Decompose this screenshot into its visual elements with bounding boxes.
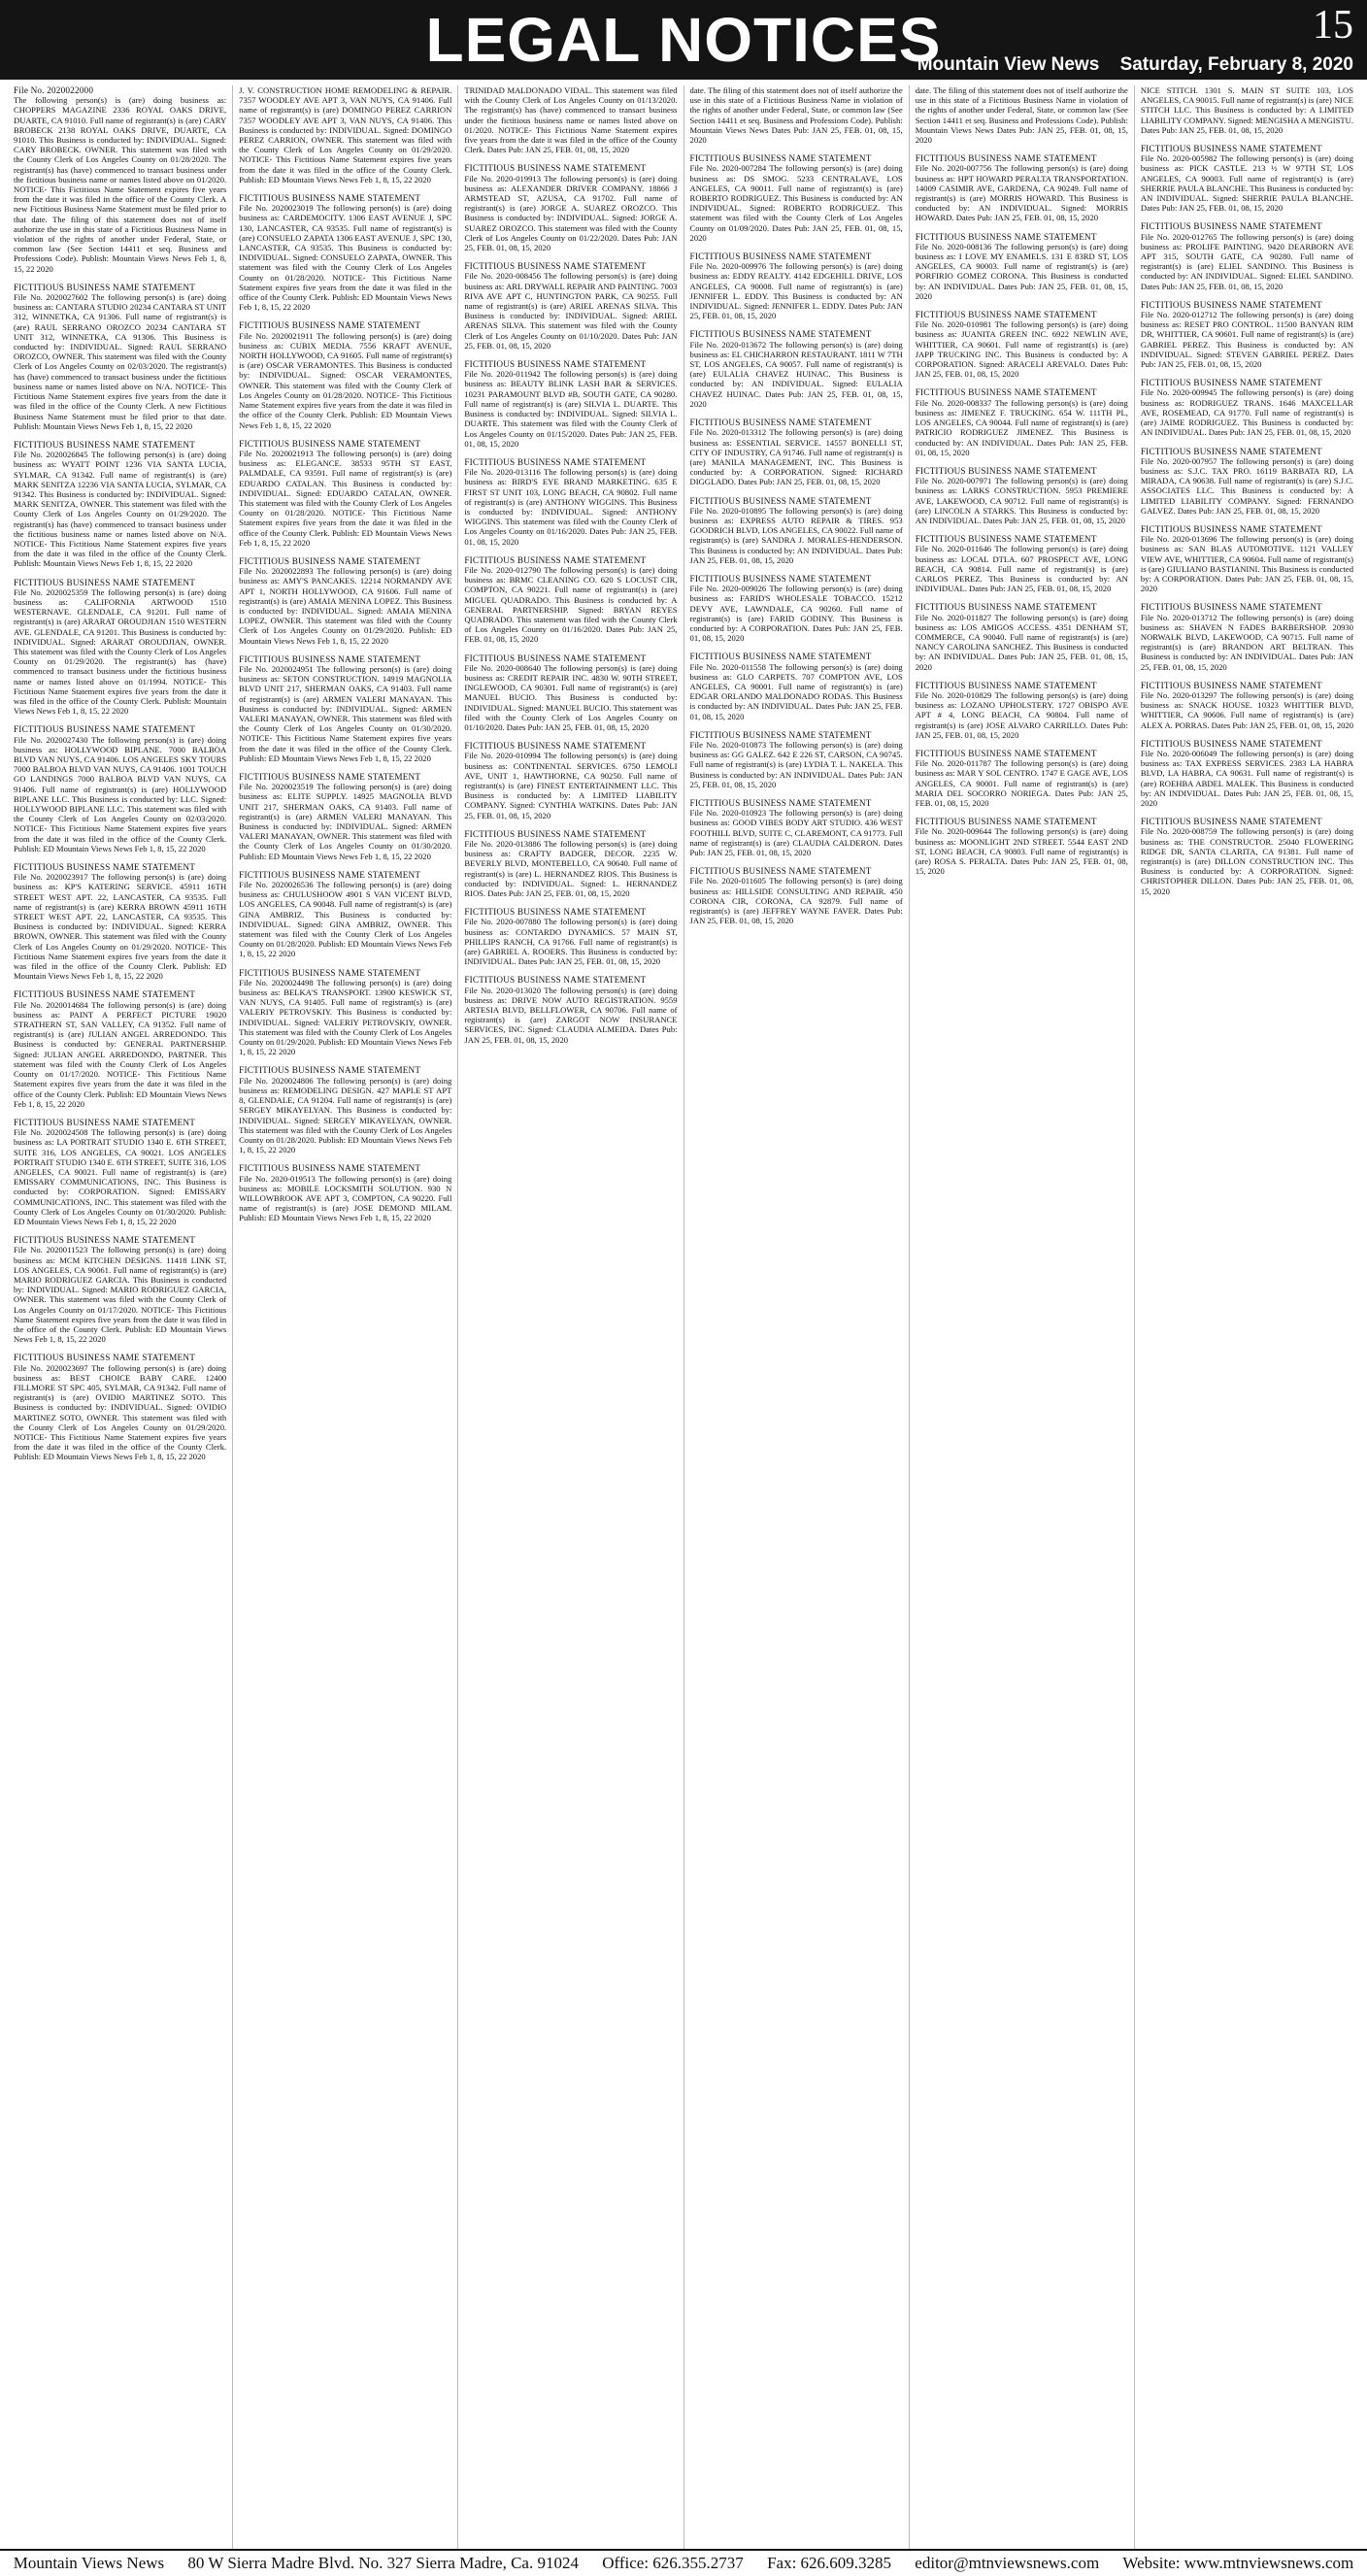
legal-notice xyxy=(14,724,226,853)
legal-notice xyxy=(239,772,451,861)
notice-column xyxy=(684,85,910,2550)
notice-body: File No. 2020-011942 The following person(s) is (are) doing business as: BEAUTY BLINK LASH BAR & SERVICES. 10231 PARAMOUNT BLVD #B, SOUTH GATE, CA 90280. Full name of registrant(s) is (are) SILVIA L. DUARTE. This Business is conducted by: INDIVIDUAL. Signed: SILVIA L. DUARTE. This statement was filed with the County Clerk of Los Angeles County on 01/15/2020. Dates Pub: JAN 25, FEB. 01, 08, 15, 2020 xyxy=(464,369,678,449)
notice-body: File No. 2020-008136 The following person(s) is (are) doing business as: I LOVE MY ENAMELS. 131 E 83RD ST, LOS ANGELES, CA 90003. Full name of registrant(s) is (are) PORFIRIO GOMEZ CORONA. This Business is conducted by: AN INDIVIDUAL. Dates Pub: JAN 25, FEB. 01, 08, 15, 2020 xyxy=(915,241,1128,301)
notice-heading: FICTITIOUS BUSINESS NAME STATEMENT xyxy=(689,573,872,584)
legal-notice xyxy=(916,153,1128,222)
legal-notice xyxy=(14,1118,226,1226)
notice-heading: FICTITIOUS BUSINESS NAME STATEMENT xyxy=(689,153,872,164)
notice-column xyxy=(910,85,1135,2550)
publication-name: Mountain View News xyxy=(917,54,1100,75)
legal-notice xyxy=(464,555,677,645)
legal-notice xyxy=(14,440,226,569)
notice-body: File No. 2020-019513 The following person(s) is (are) doing business as: MOBILE LOCKSMITH SOLUTION. 930 N WILLOWBROOK AVE APT 3, COMPTON, CA 90220. Full name of registrant(s) is (are) JOSE DEMOND MILAM. Publish: ED Mountain Views News Feb 1, 8, 15, 22 2020 xyxy=(239,1173,452,1223)
page-footer xyxy=(0,2549,1367,2576)
legal-notice xyxy=(239,968,451,1057)
notice-body: date. The filing of this statement does not of itself authorize the use in this state of a Fictitious Business Name in violation of the rights of another under Federal, State, or common law (See Section 14411 et seq. Business and Professions Code). Publish: Mountain Views News Dates Pub: JAN 25, FEB. 01, 08, 15, 2020 xyxy=(689,85,903,146)
notice-heading: FICTITIOUS BUSINESS NAME STATEMENT xyxy=(1140,817,1322,827)
legal-notice xyxy=(690,496,903,565)
issue-date: Saturday, February 8, 2020 xyxy=(1119,54,1353,75)
notice-body: File No. 2020-007284 The following person(s) is (are) doing business as: DS SMOG. 5233 CENTRALAVE, LOS ANGELES, CA 90011. Full name of registrant(s) is (are) ROBERTO RODRIGUEZ. This Business is conducted by: AN INDIVIDUAL. Signed: ROBERTO RODRIGUEZ. This statement was filed with the County Clerk of Los Angeles County on 01/09/2020. Dates Pub: JAN 25, FEB. 01, 08, 15, 2020 xyxy=(689,163,903,243)
legal-notice xyxy=(464,829,677,898)
footer-office: Office: 626.355.2737 xyxy=(602,2554,744,2572)
notice-heading: FICTITIOUS BUSINESS NAME STATEMENT xyxy=(689,866,872,877)
notice-heading: FICTITIOUS BUSINESS NAME STATEMENT xyxy=(464,554,647,565)
notice-body: File No. 2020021911 The following person(s) is (are) doing business as: CUBIX MEDIA. 7556 KRAFT AVENUE, NORTH HOLLYWOOD, CA 91605. Full name of registrant(s) is (are) OSCAR VERAMONTES. This Business is conducted by: INDIVIDUAL. Signed: OSCAR VERAMONTES, OWNER. This statement was filed with the County Clerk of Los Angeles County on 01/28/2020. NOTICE- This Fictitious Name Statement expires five years from the date it was filed in the office of the County Clerk. Publish: ED Mountain Views News Feb 1, 8, 15, 22 2020 xyxy=(239,330,452,430)
notice-heading: FICTITIOUS BUSINESS NAME STATEMENT xyxy=(239,1065,421,1076)
notice-heading: FICTITIOUS BUSINESS NAME STATEMENT xyxy=(915,387,1097,398)
notice-body: File No. 2020023519 The following person(s) is (are) doing business as: ELITE SUPPLY. 14925 MAGNOLIA BLVD UNIT 217, SHERMAN OAKS, CA 91403. Full name of registrant(s) is (are) ARMEN VALERI MANAYAN. This Business is conducted by: INDIVIDUAL. Signed: ARMEN VALERI MANAYAN, OWNER. This statement was filed with the County Clerk of Los Angeles County on 01/30/2020. Publish: ED Mountain Views News Feb 1, 8, 15, 22 2020 xyxy=(239,782,452,861)
notice-body: The following person(s) is (are) doing business as: CHOPPERS MAGAZINE 2336 ROYAL OAKS DRIVE, DUARTE, CA 91010. Full name of registrant(s) is (are) CARY BROBECK 2138 ROYAL OAKS DRIVE, DUARTE, CA 91010. This Business is conducted by: INDIVIDUAL. Signed: CARY BROBECK. OWNER. This statement was filed with the County Clerk of Los Angeles County on 01/28/2020. The registrant(s) has (have) commenced to transact business under the fictitious business name or names listed above on 01/2020. NOTICE- This Fictitious Name Statement expires five years from the date it was filed in the office of the County Clerk. A new Fictitious Business Name Statement must be filed prior to that date. The filing of this statement does not of itself authorize the use in this state of a Fictitious Business Name in violation of the rights of another under Federal, State, or common law (See Section 14411 et seq. Business and Professions Code). Publish: Mountain Views News Feb 1, 8, 15, 22 2020 xyxy=(14,95,227,274)
notice-body: File No. 2020-013712 The following person(s) is (are) doing business as: SHAVEN N FADES BARBERSHOP. 20930 NORWALK BLVD, LAKEWOOD, CA 90715. Full name of registrant(s) is (are) BRANDON ART BELTRAN. This Business is conducted by: AN INDIVIDUAL. Dates Pub: JAN 25, FEB. 01, 08, 15, 2020 xyxy=(1140,612,1354,672)
notice-heading: FICTITIOUS BUSINESS NAME STATEMENT xyxy=(1140,680,1322,690)
notice-heading: FICTITIOUS BUSINESS NAME STATEMENT xyxy=(915,817,1097,827)
legal-notice xyxy=(916,681,1128,740)
notice-heading: FICTITIOUS BUSINESS NAME STATEMENT xyxy=(915,602,1097,613)
legal-notice xyxy=(690,418,903,486)
notice-body: File No. 2020022893 The following person(s) is (are) doing business as: AMY'S PANCAKES. 12214 NORMANDY AVE APT 1, NORTH HOLLYWOOD, CA 91606. Full name of registrant(s) is (are) AMAIA MENINA LOPEZ. This Business is conducted by: INDIVIDUAL. Signed: AMAIA MENINA LOPEZ, OWNER. This statement was filed with the County Clerk of Los Angeles County on 01/29/2020. Publish: ED Mountain Views News Feb 1, 8, 15, 22 2020 xyxy=(239,566,452,646)
notice-body: File No. 2020026536 The following person(s) is (are) doing business as: CHULUSHOOW 4901 S VAN VICENT BLVD, LOS ANGELES, CA 90048. Full name of registrant(s) is (are) GINA AMBRIZ. This Business is conducted by: INDIVIDUAL. Signed: GINA AMBRIZ, OWNER. This statement was filed with the County Clerk of Los Angeles County on 01/28/2020. Publish: ED Mountain Views News Feb 1, 8, 15, 22 2020 xyxy=(239,880,452,959)
notice-heading: FICTITIOUS BUSINESS NAME STATEMENT xyxy=(915,748,1097,758)
legal-notice xyxy=(464,163,677,252)
legal-notice xyxy=(1141,221,1353,290)
notice-heading: FICTITIOUS BUSINESS NAME STATEMENT xyxy=(239,555,421,566)
legal-notice xyxy=(690,251,903,320)
notice-heading: FICTITIOUS BUSINESS NAME STATEMENT xyxy=(14,1235,196,1246)
notice-body: File No. 2020027602 The following person(s) is (are) doing business as: CANTARA STUDIO 20234 CANTARA ST UNIT 312, WINNETKA, CA 91306. Full name of registrant(s) is (are) RAUL SERRANO OROZCO 20234 CANTARA ST UNIT 312, WINNETKA, CA 91306. This Business is conducted by: INDIVIDUAL. Signed: RAUL SERRANO OROZCO, OWNER. This statement was filed with the County Clerk of Los Angeles County on 02/03/2020. The registrant(s) has (have) commenced to transact business under the fictitious business name or names listed above on N/A. NOTICE- This Fictitious Name Statement expires five years from the date it was filed in the office of the County Clerk. A new Fictitious Business Name Statement must be filed prior to that date. Publish: Mountain Views News Feb 1, 8, 15, 22 2020 xyxy=(14,292,227,431)
notice-body: File No. 2020-011646 The following person(s) is (are) doing business as: LOCAL DTLA. 607 PROSPECT AVE, LONG BEACH, CA 90814. Full name of registrant(s) is (are) CARLOS PEREZ. This Business is conducted by: AN INDIVIDUAL. Dates Pub: JAN 25, FEB. 01, 08, 15, 2020 xyxy=(915,544,1128,594)
notice-body: J. V. CONSTRUCTION HOME REMODELING & REPAIR. 7357 WOODLEY AVE APT 3, VAN NUYS, CA 91406. Full name of registrant(s) is (are) DOMINGO PEREZ CARRION 7357 WOODLEY AVE APT 3, VAN NUYS, CA 91406. This Business is conducted by: INDIVIDUAL. Signed: DOMINGO PEREZ CARRION, OWNER. This statement was filed with the County Clerk of Los Angeles County on 01/29/2020. NOTICE- This Fictitious Name Statement expires five years from the date it was filed in the office of the County Clerk. Publish: ED Mountain Views News Feb 1, 8, 15, 22 2020 xyxy=(239,85,452,184)
notice-column xyxy=(1135,85,1359,2550)
notice-heading: FICTITIOUS BUSINESS NAME STATEMENT xyxy=(915,534,1097,545)
notice-heading: FICTITIOUS BUSINESS NAME STATEMENT xyxy=(239,653,421,664)
notice-heading: FICTITIOUS BUSINESS NAME STATEMENT xyxy=(689,418,872,428)
section-title: LEGAL NOTICES xyxy=(425,5,942,75)
legal-notice xyxy=(14,1353,226,1461)
notice-heading: FICTITIOUS BUSINESS NAME STATEMENT xyxy=(915,310,1097,320)
legal-notice xyxy=(916,310,1128,379)
notice-heading: FICTITIOUS BUSINESS NAME STATEMENT xyxy=(689,329,872,340)
notice-heading: FICTITIOUS BUSINESS NAME STATEMENT xyxy=(14,577,196,587)
notice-body: date. The filing of this statement does not of itself authorize the use in this state of a Fictitious Business Name in violation of the rights of another under Federal, State, or common law (See Section 14411 et seq. Business and Professions Code). Publish: Mountain Views News Dates Pub: JAN 25, FEB. 01, 08, 15, 2020 xyxy=(915,85,1128,146)
legal-notice xyxy=(916,387,1128,456)
notice-body: File No. 2020-009644 The following person(s) is (are) doing business as: MOONLIGHT 2ND STREET. 5544 EAST 2ND ST, LONG BEACH, CA 90803. Full name of registrant(s) is (are) ROSA S. PERALTA. Dates Pub: JAN 25, FEB. 01, 08, 15, 2020 xyxy=(915,826,1128,877)
notice-body: File No. 2020-010981 The following person(s) is (are) doing business as: JUANITA GREEN INC. 6922 NEWLIN AVE, WHITTIER, CA 90601. Full name of registrant(s) is (are) JAPP TRUCKING INC. This Business is conducted by: A CORPORATION. Signed: ARACELI AREVALO. Dates Pub: JAN 25, FEB. 01, 08, 15, 2020 xyxy=(915,319,1128,380)
notice-body: File No. 2020-009945 The following person(s) is (are) doing business as: RODRIGUEZ TRANS. 1646 MAXCELLAR AVE, ROSEMEAD, CA 91770. Full name of registrant(s) is (are) JAIME RODRIGUEZ. This Business is conducted by: AN INDIVIDUAL. Dates Pub: JAN 25, FEB. 01, 08, 15, 2020 xyxy=(1140,387,1354,438)
legal-notice xyxy=(690,652,903,720)
legal-notice xyxy=(239,1065,451,1154)
notice-body: File No. 2020-011827 The following person(s) is (are) doing business as: LOS AMIGOS ACCESS. 4351 DENHAM ST, COMMERCE, CA 90040. Full name of registrant(s) is (are) NANCY CAROLINA SANCHEZ. This Business is conducted by: AN INDIVIDUAL. Dates Pub: JAN 25, FEB. 01, 08, 15, 2020 xyxy=(915,612,1128,672)
notice-body: TRINIDAD MALDONADO VIDAL. This statement was filed with the County Clerk of Los Angeles County on 01/13/2020. The registrant(s) has (have) commenced to transact business under the fictitious business name or names listed above on 01/2020. NOTICE- This Fictitious Name Statement expires five years from the date it was filed in the office of the County Clerk. Dates Pub: JAN 25, FEB. 01, 08, 15, 2020 xyxy=(464,85,678,155)
notice-body: File No. 2020-019913 The following person(s) is (are) doing business as: ALEXANDER DRIVER COMPANY. 18866 J ARMSTEAD ST, AZUSA, CA 91702. Full name of registrant(s) is (are) JORGE A. SUAREZ OROZCO. This Business is conducted by: INDIVIDUAL. Signed: JORGE A. SUAREZ OROZCO. This statement was filed with the County Clerk of Los Angeles County on 01/22/2020. Dates Pub: JAN 25, FEB. 01, 08, 15, 2020 xyxy=(464,173,678,253)
notice-heading: FICTITIOUS BUSINESS NAME STATEMENT xyxy=(14,282,196,292)
notice-body: File No. 2020-013020 The following person(s) is (are) doing business as: DRIVE NOW AUTO REGISTRATION. 9559 ARTESIA BLVD, BELLFLOWER, CA 90706. Full name of registrant(s) is (are) ZARGOT NOW INSURANCE SERVICES, INC. Signed: CLAUDIA ALMEIDA. Dates Pub: JAN 25, FEB. 01, 08, 15, 2020 xyxy=(464,985,678,1045)
legal-notice xyxy=(14,1235,226,1344)
legal-notice xyxy=(1141,85,1353,135)
notice-heading: FICTITIOUS BUSINESS NAME STATEMENT xyxy=(1140,299,1322,310)
legal-notice xyxy=(239,85,451,184)
notice-heading: FICTITIOUS BUSINESS NAME STATEMENT xyxy=(14,989,196,1000)
notice-heading: FICTITIOUS BUSINESS NAME STATEMENT xyxy=(239,772,421,782)
notice-body: File No. 2020-010873 The following person(s) is (are) doing business as: GG GALEZ. 642 E 226 ST, CARSON, CA 90745. Full name of registrant(s) is (are) LYDIA T. L. NAKELA. This Business is conducted by: AN INDIVIDUAL. Dates Pub: JAN 25, FEB. 01, 08, 15, 2020 xyxy=(689,739,903,789)
notice-body: File No. 2020011523 The following person(s) is (are) doing business as: MCM KITCHEN DESIGNS. 11418 LINK ST, LOS ANGELES, CA 90061. Full name of registrant(s) is (are) MARIO RODRIGUEZ GARCIA. This Business is conducted by: INDIVIDUAL. Signed: MARIO RODRIGUEZ GARCIA, OWNER. This statement was filed with the County Clerk of Los Angeles County on 01/17/2020. NOTICE- This Fictitious Name Statement expires five years from the date it was filed in the office of the County Clerk. Publish: ED Mountain Views News Feb 1, 8, 15, 22 2020 xyxy=(14,1245,227,1345)
notice-heading: FICTITIOUS BUSINESS NAME STATEMENT xyxy=(239,1163,421,1174)
notice-body: File No. 2020-007971 The following person(s) is (are) doing business as: LARKS CONSTRUCTION. 5953 PREMIERE AVE, LAKEWOOD, CA 90712. Full name of registrant(s) is (are) LINCOLN A STARKS. This Business is conducted by: AN INDIVIDUAL. Dates Pub: JAN 25, FEB. 01, 08, 15, 2020 xyxy=(915,476,1128,525)
notice-heading: FICTITIOUS BUSINESS NAME STATEMENT xyxy=(239,967,421,978)
notice-heading: FICTITIOUS BUSINESS NAME STATEMENT xyxy=(464,907,647,918)
notice-body: File No. 2020023917 The following person(s) is (are) doing business as: KP'S KATERING SERVICE. 45911 16TH STREET WEST APT. 22, LANCASTER, CA 93535. Full name of registrant(s) is (are) KERRA BROWN 45911 16TH STREET WEST APT. 22, LANCASTER, CA 93535. This Business is conducted by: INDIVIDUAL. Signed: KERRA BROWN, OWNER. This statement was filed with the County Clerk of Los Angeles County on 01/29/2020. NOTICE- This Fictitious Name Statement expires five years from the date it was filed in the office of the County Clerk. Publish: ED Mountain Views News Feb 1, 8, 15, 22 2020 xyxy=(14,872,227,982)
legal-notice xyxy=(916,85,1128,145)
notice-column xyxy=(8,85,233,2550)
notice-body: File No. 2020014684 The following person(s) is (are) doing business as: PAINT A PERFECT PICTURE 19020 STRATHERN ST, SAN VALLEY, CA 91352. Full name of registrant(s) is (are) JULIAN ANGEL ARREDONDO. This Business is conducted by: GENERAL PARTNERSHIP. Signed: JULIAN ANGEL ARREDONDO, PARTNER. This statement was filed with the County Clerk of Los Angeles County on 01/17/2020. NOTICE- This Fictitious Name Statement expires five years from the date it was filed in the office of the County Clerk. Publish: ED Mountain Views News Feb 1, 8, 15, 22 2020 xyxy=(14,999,227,1109)
notice-heading: FICTITIOUS BUSINESS NAME STATEMENT xyxy=(1140,446,1322,456)
notice-heading: FICTITIOUS BUSINESS NAME STATEMENT xyxy=(239,438,421,449)
legal-notice xyxy=(14,283,226,431)
footer-address: 80 W Sierra Madre Blvd. No. 327 Sierra Madre, Ca. 91024 xyxy=(187,2554,579,2572)
legal-notice xyxy=(239,320,451,429)
legal-notice xyxy=(1141,447,1353,516)
notice-heading: FICTITIOUS BUSINESS NAME STATEMENT xyxy=(915,465,1097,476)
legal-notice xyxy=(464,457,677,547)
notice-body: File No. 2020-009026 The following person(s) is (are) doing business as: FARID'S WHOLESALE TOBACCO. 15212 DEVY AVE, LAWNDALE, CA 90260. Full name of registrant(s) is (are) FARID GODINY. This Business is conducted by: A CORPORATION. Dates Pub: JAN 25, FEB. 01, 08, 15, 2020 xyxy=(689,584,903,644)
notice-body: File No. 2020-011605 The following person(s) is (are) doing business as: HILLSIDE CONSULTING AND REPAIR. 450 CORONA CIR, CORONA, CA 92879. Full name of registrant(s) is (are) JEFFREY WAYNE FAVER. Dates Pub: JAN 25, FEB. 01, 08, 15, 2020 xyxy=(689,876,903,926)
notice-heading: FICTITIOUS BUSINESS NAME STATEMENT xyxy=(1140,738,1322,749)
legal-notice xyxy=(690,730,903,789)
notice-body: File No. 2020-008337 The following person(s) is (are) doing business as: JIMENEZ F. TRUCKING. 654 W. 111TH PL, LOS ANGELES, CA 90044. Full name of registrant(s) is (are) PATRICIO RODRIGUEZ JIMENEZ. This Business is conducted by: AN INDIVIDUAL. Dates Pub: JAN 25, FEB. 01, 08, 15, 2020 xyxy=(915,397,1128,457)
notice-body: File No. 2020-008456 The following person(s) is (are) doing business as: ARL DRYWALL REPAIR AND PAINTING. 7003 RIVA AVE APT C, HUNTINGTON PARK, CA 90255. Full name of registrant(s) is (are) ARIEL ARENAS SILVA. This Business is conducted by: INDIVIDUAL. Signed: ARIEL ARENAS SILVA. This statement was filed with the County Clerk of Los Angeles County on 01/10/2020. Dates Pub: JAN 25, FEB. 01, 08, 15, 2020 xyxy=(464,271,678,351)
notice-heading: FICTITIOUS BUSINESS NAME STATEMENT xyxy=(1140,144,1322,154)
legal-notice xyxy=(690,85,903,145)
notice-body: File No. 2020-013312 The following person(s) is (are) doing business as: ESSENTIAL SERVICE. 14557 BONELLI ST, CITY OF INDUSTRY, CA 91746. Full name of registrant(s) is (are) MANILA MANAGEMENT, INC. This Business is conducted by: A CORPORATION. Signed: RICHARD DIGGLADO. Dates Pub: JAN 25, FEB. 01, 08, 15, 2020 xyxy=(689,427,903,487)
notice-heading: FICTITIOUS BUSINESS NAME STATEMENT xyxy=(915,231,1097,242)
notice-heading: FICTITIOUS BUSINESS NAME STATEMENT xyxy=(1140,523,1322,534)
legal-notice xyxy=(1141,300,1353,369)
legal-notice xyxy=(464,85,677,154)
notice-body: File No. 2020-009976 The following person(s) is (are) doing business as: EDDY REALTY. 4142 EDGEHILL DRIVE, LOS ANGELES, CA 90008. Full name of registrant(s) is (are) JENNIFER L. EDDY. This Business is conducted by: AN INDIVIDUAL. Signed: JENNIFER L. EDDY. Dates Pub: JAN 25, FEB. 01, 08, 15, 2020 xyxy=(689,261,903,321)
notice-body: File No. 2020-010895 The following person(s) is (are) doing business as: EXPRESS AUTO REPAIR & TIRES. 953 GOODRICH BLVD, LOS ANGELES, CA 90022. Full name of registrant(s) is (are) SANDRA J. MORALES-HENDERSON. This Business is conducted by: AN INDIVIDUAL. Dates Pub: JAN 25, FEB. 01, 08, 15, 2020 xyxy=(689,505,903,565)
notice-heading: FICTITIOUS BUSINESS NAME STATEMENT xyxy=(689,251,872,262)
legal-notice xyxy=(14,989,226,1108)
legal-notice xyxy=(690,798,903,857)
notice-body: File No. 2020024806 The following person(s) is (are) doing business as: REMODELING DESIGN. 427 MAPLE ST APT 8, GLENDALE, CA 91204. Full name of registrant(s) is (are) SERGEY MIKAYELYAN. This Business is conducted by: INDIVIDUAL. Signed: SERGEY MIKAYELYAN, OWNER. This statement was filed with the County Clerk of Los Angeles County on 01/28/2020. Publish: ED Mountain Views News Feb 1, 8, 15, 22 2020 xyxy=(239,1075,452,1155)
legal-notice xyxy=(464,359,677,449)
notice-body: File No. 2020-013297 The following person(s) is (are) doing business as: SNACK HOUSE. 10323 WHITTIER BLVD, WHITTIER, CA 90606. Full name of registrant(s) is (are) ALEX A. PORRAS. Dates Pub: JAN 25, FEB. 01, 08, 15, 2020 xyxy=(1140,689,1354,730)
notice-body: File No. 2020023019 The following person(s) is (are) doing business as: CARDEMOCITY. 1306 EAST AVENUE J, SPC 130, LANCASTER, CA 93535. Full name of registrant(s) is (are) CONSUELO ZAPATA 1306 EAST AVENUE J, SPC 130, LANCASTER, CA 93535. This Business is conducted by: INDIVIDUAL. Signed: CONSUELO ZAPATA, OWNER. This statement was filed with the County Clerk of Los Angeles County on 01/28/2020. NOTICE- This Fictitious Name Statement expires five years from the date it was filed in the office of the County Clerk. Publish: ED Mountain Views News Feb 1, 8, 15, 22 2020 xyxy=(239,203,452,313)
legal-notice xyxy=(916,817,1128,876)
legal-notice xyxy=(14,85,226,274)
notice-body: File No. 2020026845 The following person(s) is (are) doing business as: WYATT POINT 1236 VIA SANTA LUCIA, SYLMAR, CA 91342. Full name of registrant(s) is (are) MARK SENITZA 12236 VIA SANTA LUCIA, SYLMAR, CA 91342. This Business is conducted by: INDIVIDUAL. Signed: MARK SENITZA, OWNER. This statement was filed with the County Clerk of Los Angeles County on 01/29/2020. The registrant(s) has (have) commenced to transact business under the fictitious business name or names listed above on N/A. NOTICE- This Fictitious Name Statement expires five years from the date it was filed in the office of the County Clerk. Publish: Mountain Views News Feb 1, 8, 15, 22 2020 xyxy=(14,450,227,569)
notice-body: File No. 2020023697 The following person(s) is (are) doing business as: BEST CHOICE BABY CARE. 12400 FILLMORE ST SPC 405, SYLMAR, CA 91342. Full name of registrant(s) is (are) OVIDIO MARTINEZ SOTO. This Business is conducted by: INDIVIDUAL. Signed: OVIDIO MARTINEZ SOTO, OWNER. This statement was filed with the County Clerk of Los Angeles County on 01/29/2020. NOTICE- This Fictitious Name Statement expires five years from the date it was filed in the office of the County Clerk. Publish: ED Mountain Views News Feb 1, 8, 15, 22 2020 xyxy=(14,1362,227,1462)
notice-heading: FICTITIOUS BUSINESS NAME STATEMENT xyxy=(14,862,196,873)
notice-heading: FICTITIOUS BUSINESS NAME STATEMENT xyxy=(239,193,421,204)
legal-notice xyxy=(464,975,677,1044)
legal-notice xyxy=(464,261,677,351)
legal-notice xyxy=(1141,739,1353,808)
legal-notice xyxy=(916,466,1128,525)
notice-body: File No. 2020-012712 The following person(s) is (are) doing business as: RESET PRO CONTROL. 11500 BANYAN RIM DR, WHITTIER, CA 90601. Full name of registrant(s) is (are) GABRIEL PEREZ. This Business is conducted by: AN INDIVIDUAL. Signed: STEVEN GABRIEL PEREZ. Dates Pub: JAN 25, FEB. 01, 08, 15, 2020 xyxy=(1140,310,1354,370)
notice-heading: FICTITIOUS BUSINESS NAME STATEMENT xyxy=(689,729,872,740)
legal-notice xyxy=(916,749,1128,808)
footer-website[interactable]: Website: www.mtnviewsnews.com xyxy=(1122,2554,1354,2572)
legal-notice xyxy=(690,866,903,925)
legal-notice xyxy=(1141,817,1353,896)
legal-notice xyxy=(464,741,677,820)
legal-notice xyxy=(239,556,451,646)
legal-notice xyxy=(239,439,451,548)
legal-notice xyxy=(14,578,226,717)
notice-heading: FICTITIOUS BUSINESS NAME STATEMENT xyxy=(689,495,872,506)
notice-body: File No. 2020-010829 The following person(s) is (are) doing business as: LOZANO UPHOLSTERY. 1727 OBISPO AVE APT # 4, LONG BEACH, CA 90804. Full name of registrant(s) is (are) JOSE ALVARO CARRILLO. Dates Pub: JAN 25, FEB. 01, 08, 15, 2020 xyxy=(915,689,1128,740)
legal-notice xyxy=(239,193,451,312)
legal-notice xyxy=(690,329,903,409)
notice-body: File No. 2020-007957 The following person(s) is (are) doing business as: S.J.C. TAX PRO. 16119 BARBATA RD, LA MIRADA, CA 90638. Full name of registrant(s) is (are) S.J.C. ASSOCIATES LLC. This Business is conducted by: A LIMITED LIABILITY COMPANY. Signed: FERNANDO GALVEZ. Dates Pub: JAN 25, FEB. 01, 08, 15, 2020 xyxy=(1140,455,1354,516)
notice-heading: FICTITIOUS BUSINESS NAME STATEMENT xyxy=(689,798,872,808)
notice-heading: FICTITIOUS BUSINESS NAME STATEMENT xyxy=(464,163,647,174)
notice-body: File No. 2020-010994 The following person(s) is (are) doing business as: CONTINENTAL SERVICES. 6750 LEMOLI AVE, UNIT 1, HAWTHORNE, CA 90250. Full name of registrant(s) is (are) FINEST ENTERTAINMENT LLC. This Business is conducted by: A LIMITED LIABILITY COMPANY. Signed: CYNTHIA WATKINS. Dates Pub: JAN 25, FEB. 01, 08, 15, 2020 xyxy=(464,751,678,820)
notice-heading: FICTITIOUS BUSINESS NAME STATEMENT xyxy=(464,652,647,663)
notice-body: File No. 2020024498 The following person(s) is (are) doing business as: BELKA'S TRANSPORT. 13900 KESWICK ST, VAN NUYS, CA 91405. Full name of registrant(s) is (are) VALERIY PETROVSKIY. This Business is conducted by: INDIVIDUAL. Signed: VALERIY PETROVSKIY, OWNER. This statement was filed with the County Clerk of Los Angeles County on 01/29/2020. Publish: ED Mountain Views News Feb 1, 8, 15, 22 2020 xyxy=(239,977,452,1057)
notice-column xyxy=(458,85,684,2550)
notice-heading: FICTITIOUS BUSINESS NAME STATEMENT xyxy=(464,456,647,467)
notice-heading: FICTITIOUS BUSINESS NAME STATEMENT xyxy=(1140,602,1322,613)
notice-body: File No. 2020-013696 The following person(s) is (are) doing business as: SAN BLAS AUTOMOTIVE. 1121 VALLEY VIEW AVE, WHITTIER, CA 90604. Full name of registrant(s) is (are) GIULIANO BASTIANINI. This Business is conducted by: A CORPORATION. Dates Pub: JAN 25, FEB. 01, 08, 15, 2020 xyxy=(1140,534,1354,594)
notice-body: File No. 2020-013886 The following person(s) is (are) doing business as: CRAFTY BADGER, DECOR. 2235 W. BEVERLY BLVD, MONTEBELLO, CA 90640. Full name of registrant(s) is (are) L. HERNANDEZ RIOS. This Business is conducted by: INDIVIDUAL. Signed: L. HERNANDEZ RIOS. Dates Pub: JAN 25, FEB. 01, 08, 15, 2020 xyxy=(464,839,678,899)
notice-column xyxy=(233,85,458,2550)
legal-notice xyxy=(239,654,451,763)
notice-heading: FICTITIOUS BUSINESS NAME STATEMENT xyxy=(464,975,647,986)
notice-heading: FICTITIOUS BUSINESS NAME STATEMENT xyxy=(14,724,196,735)
legal-notice xyxy=(239,870,451,959)
footer-fax: Fax: 626.609.3285 xyxy=(767,2554,892,2572)
dateline xyxy=(902,54,1353,76)
notice-heading: FICTITIOUS BUSINESS NAME STATEMENT xyxy=(464,828,647,839)
notice-body: File No. 2020024508 The following person(s) is (are) doing business as: LA PORTRAIT STUDIO 1340 E. 6TH STREET, SUITE 316, LOS ANGELES, CA 90021. LOS ANGELES PORTRAIT STUDIO 1340 E. 6TH STREET, SUITE 316, LOS ANGELES, CA 90021. Full name of registrant(s) is (are) EMISSARY COMMUNICATIONS, INC. This Business is conducted by: CORPORATION. Signed: EMISSARY COMMUNICATIONS, INC. This statement was filed with the County Clerk of Los Angeles County on 01/30/2020. Publish: ED Mountain Views News Feb 1, 8, 15, 22 2020 xyxy=(14,1127,227,1226)
page-number: 15 xyxy=(1313,3,1353,48)
notice-heading: FICTITIOUS BUSINESS NAME STATEMENT xyxy=(239,320,421,331)
notice-body: File No. 2020-013116 The following person(s) is (are) doing business as: BIRD'S EYE BRAND MARKETING. 635 E FIRST ST UNIT 103, LONG BEACH, CA 90802. Full name of registrant(s) is (are) ANTHONY WIGGINS. This Business is conducted by: INDIVIDUAL. Signed: ANTHONY WIGGINS. This statement was filed with the County Clerk of Los Angeles County on 01/16/2020. Dates Pub: JAN 25, FEB. 01, 08, 15, 2020 xyxy=(464,467,678,547)
notice-body: File No. 2020024951 The following person(s) is (are) doing business as: SETON CONSTRUCTION. 14919 MAGNOLIA BLVD UNIT 217, SHERMAN OAKS, CA 91403. Full name of registrant(s) is (are) ARMEN VALERI MANAYAN. This Business is conducted by: INDIVIDUAL. Signed: ARMEN VALERI MANAYAN, OWNER. This statement was filed with the County Clerk of Los Angeles County on 01/30/2020. NOTICE- This Fictitious Name Statement expires five years from the date it was filed in the office of the County Clerk. Publish: ED Mountain Views News Feb 1, 8, 15, 22 2020 xyxy=(239,663,452,763)
notice-heading: FICTITIOUS BUSINESS NAME STATEMENT xyxy=(1140,221,1322,232)
legal-notice xyxy=(464,907,677,966)
notice-body: File No. 2020-006049 The following person(s) is (are) doing business as: TAX EXPRESS SERVICES. 2383 LA HABRA BLVD, LA HABRA, CA 90631. Full name of registrant(s) is (are) ROEHBA ABDEL MALEK. This Business is conducted by: AN INDIVIDUAL. Dates Pub: JAN 25, FEB. 01, 08, 15, 2020 xyxy=(1140,748,1354,808)
legal-notice xyxy=(1141,524,1353,593)
legal-notice xyxy=(239,1163,451,1222)
notice-body: File No. 2020-007880 The following person(s) is (are) doing business as: CONTARDO DYNAMICS. 57 MAIN ST, PHILLIPS RANCH, CA 91766. Full name of registrant(s) is (are) GABRIEL A. ROOERS. This Business is conducted by: INDIVIDUAL. Dates Pub: JAN 25, FEB. 01, 08, 15, 2020 xyxy=(464,917,678,967)
notice-heading: FICTITIOUS BUSINESS NAME STATEMENT xyxy=(14,439,196,450)
legal-notice xyxy=(916,232,1128,301)
notice-body: File No. 2020-008759 The following person(s) is (are) doing business as: THE CONSTRUCTOR. 25040 FLOWERING RIDGE DR, SANTA CLARITA, CA 91381. Full name of registrant(s) is (are) DILLON CONSTRUCTION INC. This Business is conducted by: A CORPORATION. Signed: CHRISTOPHER DILLON. Dates Pub: JAN 25, FEB. 01, 08, 15, 2020 xyxy=(1140,826,1354,896)
notice-body: File No. 2020-010923 The following person(s) is (are) doing business as: GOOD VIBES BODY ART STUDIO. 436 WEST FOOTHILL BLVD, SUITE C, CLAREMONT, CA 91773. Full name of registrant(s) is (are) CLAUDIA CALDERON. Dates Pub: JAN 25, FEB. 01, 08, 15, 2020 xyxy=(689,808,903,858)
legal-notice xyxy=(1141,602,1353,671)
notice-heading: FICTITIOUS BUSINESS NAME STATEMENT xyxy=(464,741,647,752)
notice-body: File No. 2020-011787 The following person(s) is (are) doing business as: MAR Y SOL CENTRO. 1747 E GAGE AVE, LOS ANGELES, CA 90001. Full name of registrant(s) is (are) MARIA DEL SOCORRO NORIEGA. Dates Pub: JAN 25, FEB. 01, 08, 15, 2020 xyxy=(915,758,1128,808)
legal-notice xyxy=(14,862,226,981)
legal-notice xyxy=(1141,378,1353,437)
notice-body: File No. 2020027430 The following person(s) is (are) doing business as: HOLLYWOOD BIPLANE. 7000 BALBOA BLVD VAN NUYS, CA 91406. LOS ANGELES SKY TOURS 7000 BALBOA BLVD VAN NUYS, CA 91406. 1001 TOUCH GO LANDINGS 7000 BALBOA BLVD VAN NUYS, CA 91406. Full name of registrant(s) is (are) HOLLYWOOD BIPLANE LLC. This Business is conducted by: LLC. Signed: HOLLYWOOD BIPLANE LLC. This statement was filed with the County Clerk of Los Angeles County on 02/03/2020. NOTICE- This Fictitious Name Statement expires five years from the date it was filed in the office of the County Clerk. Publish: ED Mountain Views News Feb 1, 8, 15, 22 2020 xyxy=(14,734,227,853)
notice-heading: File No. 2020022000 xyxy=(14,85,94,95)
legal-notice xyxy=(690,153,903,243)
notice-heading: FICTITIOUS BUSINESS NAME STATEMENT xyxy=(1140,378,1322,388)
notice-heading: FICTITIOUS BUSINESS NAME STATEMENT xyxy=(464,359,647,370)
notice-body: File No. 2020-007756 The following person(s) is (are) doing business as: HPT HOWARD PERALTA TRANSPORTATION. 14009 CASIMIR AVE, GARDENA, CA 90249. Full name of registrant(s) is (are) MORRIS HOWARD. This Business is conducted by: AN INDIVIDUAL. Signed: MORRIS HOWARD. Dates Pub: JAN 25, FEB. 01, 08, 15, 2020 xyxy=(915,163,1128,223)
notice-columns xyxy=(8,85,1359,2550)
notice-heading: FICTITIOUS BUSINESS NAME STATEMENT xyxy=(915,680,1097,690)
notice-body: NICE STITCH. 1301 S. MAIN ST SUITE 103, LOS ANGELES, CA 90015. Full name of registrant(s) is (are) NICE STITCH LLC. This Business is conducted by: A LIMITED LIABILITY COMPANY. Signed: MENGISHA A MENGISTU. Dates Pub: JAN 25, FEB. 01, 08, 15, 2020 xyxy=(1140,85,1354,135)
masthead xyxy=(0,0,1367,80)
notice-body: File No. 2020021913 The following person(s) is (are) doing business as: ELEGANCE. 38533 95TH ST EAST, PALMDALE, CA 93591. Full name of registrant(s) is (are) EDUARDO CATALAN. This Business is conducted by: INDIVIDUAL. Signed: EDUARDO CATALAN, OWNER. This statement was filed with the County Clerk of Los Angeles County on 01/28/2020. NOTICE- This Fictitious Name Statement expires five years from the date it was filed in the office of the County Clerk. Publish: ED Mountain Views News Feb 1, 8, 15, 22 2020 xyxy=(239,448,452,548)
footer-email[interactable]: editor@mtnviewsnews.com xyxy=(915,2554,1100,2572)
notice-body: File No. 2020-013672 The following person(s) is (are) doing business as: EL CHICHARRON RESTAURANT. 1811 W 7TH ST, LOS ANGELES, CA 90057. Full name of registrant(s) is (are) EULALIA CHAVEZ HUINAC. This Business is conducted by: AN INDIVIDUAL. Signed: EULALIA CHAVEZ HUINAC. Dates Pub: JAN 25, FEB. 01, 08, 15, 2020 xyxy=(689,339,903,409)
notice-heading: FICTITIOUS BUSINESS NAME STATEMENT xyxy=(14,1353,196,1363)
legal-notice xyxy=(464,653,677,733)
notice-heading: FICTITIOUS BUSINESS NAME STATEMENT xyxy=(14,1117,196,1127)
notice-body: File No. 2020025359 The following person(s) is (are) doing business as: CALIFORNIA ARTWOOD 1510 WESTERNAVE. GLENDALE, CA 91201. Full name of registrant(s) is (are) ARARAT OROUDJIAN 1510 WESTERN AVE. GLENDALE, CA 91201. This Business is conducted by: INDIVIDUAL. Signed: ARARAT OROUDJIAN, OWNER. This statement was filed with the County Clerk of Los Angeles County on 01/29/2020. The registrant(s) has (have) commenced to transact business under the fictitious business name or names listed above on 01/1994. NOTICE- This Fictitious Name Statement expires five years from the date it was filed in the office of the County Clerk. Publish: Mountain Views News Feb 1, 8, 15, 22 2020 xyxy=(14,586,227,717)
notice-body: File No. 2020-012790 The following person(s) is (are) doing business as: BRMC CLEANING CO. 620 S LOCUST CIR, COMPTON, CA 90221. Full name of registrant(s) is (are) MIGUEL QUADRADO. This Business is conducted by: A GENERAL PARTNERSHIP. Signed: BRYAN REYES QUADRADO. This statement was filed with the County Clerk of Los Angeles County on 01/16/2020. Dates Pub: JAN 25, FEB. 01, 08, 15, 2020 xyxy=(464,564,678,645)
notice-heading: FICTITIOUS BUSINESS NAME STATEMENT xyxy=(689,652,872,662)
notice-heading: FICTITIOUS BUSINESS NAME STATEMENT xyxy=(464,261,647,272)
footer-publication: Mountain Views News xyxy=(13,2554,165,2572)
notice-body: File No. 2020-005982 The following person(s) is (are) doing business as: PICK CASTLE. 213 ½ W 97TH ST, LOS ANGELES, CA 90003. Full name of registrant(s) is (are) SHERRIE PAULA BLANCHE. This Business is conducted by: AN INDIVIDUAL. Signed: SHERRIE PAULA BLANCHE. Dates Pub: JAN 25, FEB. 01, 08, 15, 2020 xyxy=(1140,153,1354,214)
legal-notice xyxy=(916,534,1128,593)
notice-body: File No. 2020-011558 The following person(s) is (are) doing business as: GLO CARPETS. 707 COMPTON AVE, LOS ANGELES, CA 90001. Full name of registrant(s) is (are) EDGAR ORLANDO MALDONADO RODAS. This Business is conducted by: AN INDIVIDUAL. Dates Pub: JAN 25, FEB. 01, 08, 15, 2020 xyxy=(689,661,903,721)
notice-heading: FICTITIOUS BUSINESS NAME STATEMENT xyxy=(915,153,1097,164)
legal-notice xyxy=(1141,144,1353,213)
legal-notice xyxy=(690,574,903,643)
legal-notice xyxy=(916,602,1128,671)
notice-body: File No. 2020-008640 The following person(s) is (are) doing business as: CREDIT REPAIR INC. 4830 W. 90TH STREET, INGLEWOOD, CA 90301. Full name of registrant(s) is (are) MANUEL BUCIO. This Business is conducted by: INDIVIDUAL. Signed: MANUEL BUCIO. This statement was filed with the County Clerk of Los Angeles County on 01/10/2020. Dates Pub: JAN 25, FEB. 01, 08, 15, 2020 xyxy=(464,662,678,732)
notice-body: File No. 2020-012765 The following person(s) is (are) doing business as: PROLIFE PAINTING. 9420 DEARBORN AVE APT 315, SOUTH GATE, CA 90280. Full name of registrant(s) is (are) ELIEL SANDINO. This Business is conducted by: AN INDIVIDUAL. Signed: ELIEL SANDINO. Dates Pub: JAN 25, FEB. 01, 08, 15, 2020 xyxy=(1140,231,1354,291)
notice-heading: FICTITIOUS BUSINESS NAME STATEMENT xyxy=(239,869,421,880)
legal-notice xyxy=(1141,681,1353,730)
